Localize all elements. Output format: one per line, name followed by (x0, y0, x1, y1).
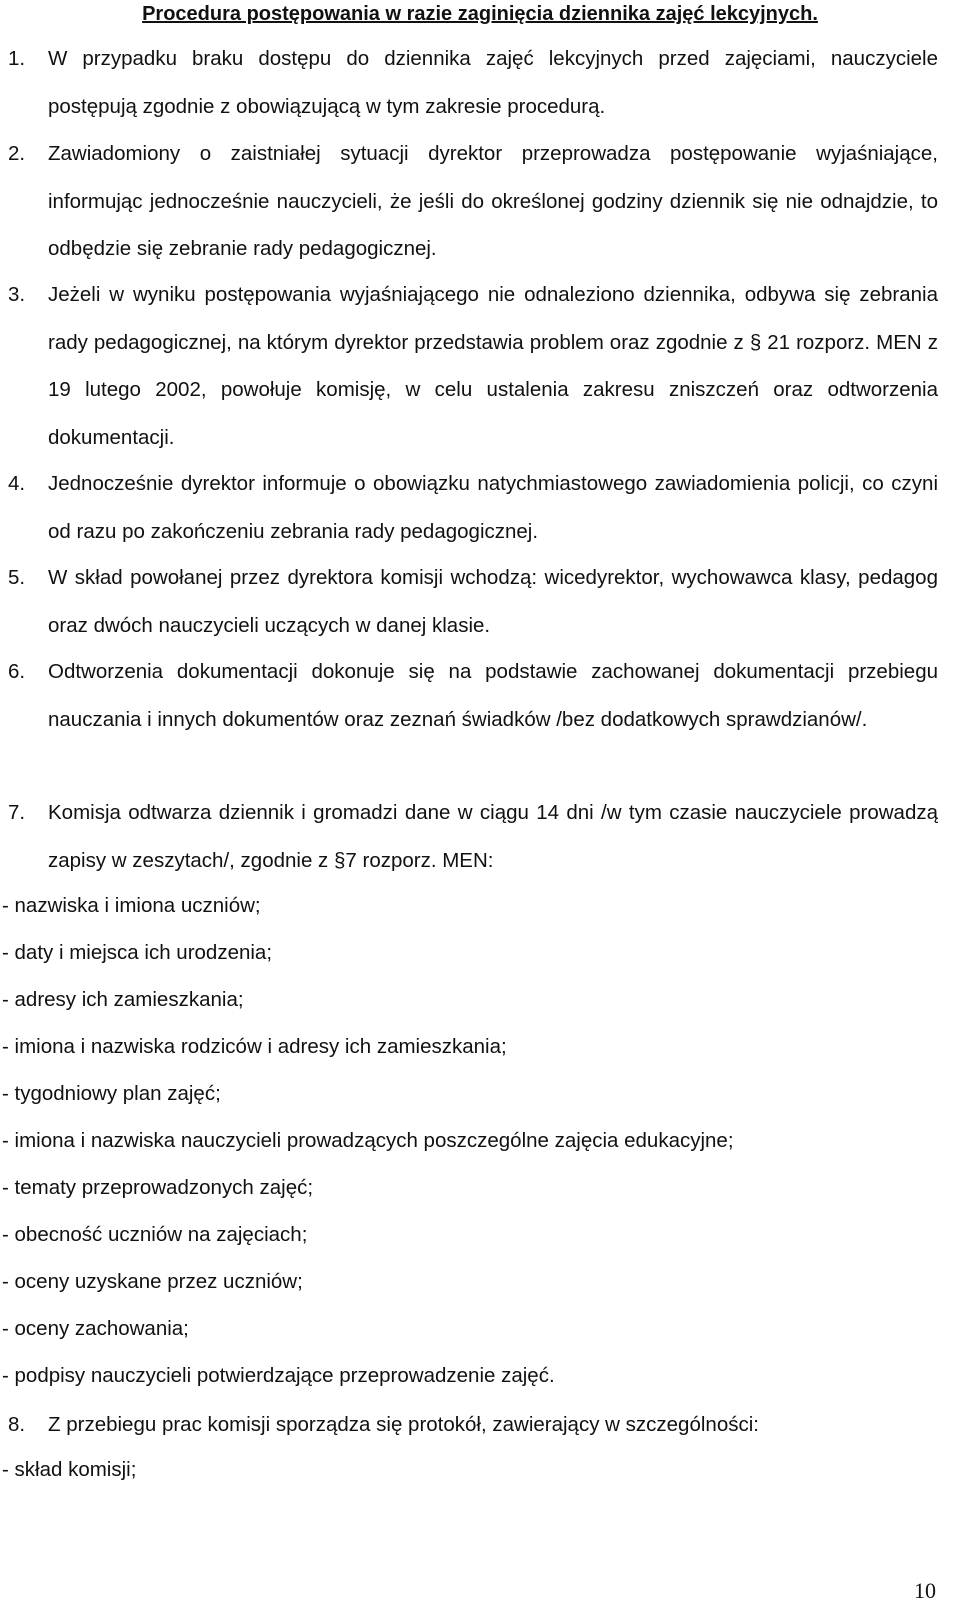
sub-list-item: - nazwiska i imiona uczniów; (2, 894, 261, 917)
item-number: 5. (8, 566, 26, 589)
item-number: 2. (8, 142, 26, 165)
item-number: 8. (8, 1413, 26, 1436)
sub-list-item: - oceny uzyskane przez uczniów; (2, 1270, 303, 1293)
sub-list-item: - adresy ich zamieszkania; (2, 988, 244, 1011)
sub-list-item: - daty i miejsca ich urodzenia; (2, 941, 273, 964)
item-number: 4. (8, 472, 26, 495)
list-item-2 (8, 130, 938, 273)
item-text: Jednocześnie dyrektor informuje o obowiązku natychmiastowego zawiadomienia policji, co czyni od razu po zakończeniu zebrania rady pedagogicznej. (48, 472, 938, 543)
sub-list-item: - obecność uczniów na zajęciach; (2, 1223, 308, 1246)
list-item-5 (8, 554, 938, 649)
document-title: Procedura postępowania w razie zaginięcia dziennika zajęć lekcyjnych. (142, 3, 818, 25)
item-text: W skład powołanej przez dyrektora komisji wchodzą: wicedyrektor, wychowawca klasy, pedagog oraz dwóch nauczycieli uczących w danej klasie. (48, 566, 938, 637)
sub-list-item: - tematy przeprowadzonych zajęć; (2, 1176, 314, 1199)
item-text: Komisja odtwarza dziennik i gromadzi dane w ciągu 14 dni /w tym czasie nauczyciele prowadzą zapisy w zeszytach/, zgodnie z §7 rozporz. MEN: (48, 801, 938, 872)
list-item-6 (8, 648, 938, 743)
sub-list-item: - skład komisji; (2, 1458, 137, 1481)
item-number: 7. (8, 801, 26, 824)
item-text: Jeżeli w wyniku postępowania wyjaśniającego nie odnaleziono dziennika, odbywa się zebrania rady pedagogicznej, na którym dyrektor przedstawia problem oraz zgodnie z § 21 rozporz. MEN z 19 lutego 2002, powołuje komisję, w celu ustalenia zakresu zniszczeń oraz odtworzenia dokumentacji. (48, 283, 938, 449)
sub-list-item: - tygodniowy plan zajęć; (2, 1082, 221, 1105)
item-number: 6. (8, 660, 26, 683)
list-item-4 (8, 460, 938, 555)
sub-list-item: - podpisy nauczycieli potwierdzające przeprowadzenie zajęć. (2, 1364, 555, 1387)
item-text: Odtworzenia dokumentacji dokonuje się na podstawie zachowanej dokumentacji przebiegu nauczania i innych dokumentów oraz zeznań świadków /bez dodatkowych sprawdzianów/. (48, 660, 938, 731)
item-text: W przypadku braku dostępu do dziennika zajęć lekcyjnych przed zajęciami, nauczyciele postępują zgodnie z obowiązującą w tym zakresie procedurą. (48, 47, 938, 118)
list-item-3 (8, 271, 938, 461)
sub-list-item: - oceny zachowania; (2, 1317, 189, 1340)
item-text: Z przebiegu prac komisji sporządza się protokół, zawierający w szczególności: (48, 1413, 759, 1436)
sub-list-item: - imiona i nazwiska rodziców i adresy ich zamieszkania; (2, 1035, 507, 1058)
item-number: 1. (8, 47, 26, 70)
item-number: 3. (8, 283, 26, 306)
item-text: Zawiadomiony o zaistniałej sytuacji dyrektor przeprowadza postępowanie wyjaśniające, informując jednocześnie nauczycieli, że jeśli do określonej godziny dziennik się nie odnajdzie, to odbędzie się zebranie rady pedagogicznej. (48, 142, 938, 260)
list-item-7 (8, 789, 938, 884)
list-item-8 (8, 1401, 938, 1449)
list-item-1 (8, 35, 938, 130)
sub-list-item: - imiona i nazwiska nauczycieli prowadzących poszczególne zajęcia edukacyjne; (2, 1129, 734, 1152)
page-number: 10 (914, 1578, 936, 1603)
